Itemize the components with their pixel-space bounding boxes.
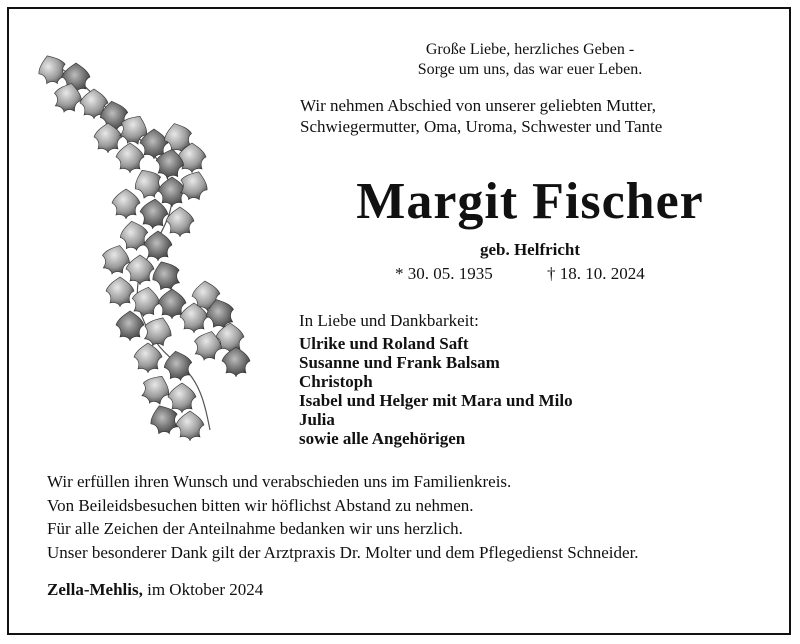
verse-line-1: Große Liebe, herzliches Geben - <box>425 41 635 58</box>
mourner-entry: Ulrike und Roland Saft <box>299 334 469 353</box>
notice-line: Von Beileidsbesuchen bitten wir höflichst Abstand zu nehmen. <box>47 495 474 515</box>
mourners-list <box>299 334 573 448</box>
verse-line-2: Sorge um uns, das war euer Leben. <box>417 61 643 78</box>
deceased-name: Margit Fischer <box>356 173 704 230</box>
death-date: † 18. 10. 2024 <box>547 264 645 283</box>
notice-line: Wir erfüllen ihren Wunsch und verabschieden uns im Familienkreis. <box>47 472 512 491</box>
mourner-entry: Julia <box>299 410 335 429</box>
farewell-text <box>300 95 662 137</box>
birth-date: * 30. 05. 1935 <box>395 264 493 283</box>
mourner-entry: Isabel und Helger mit Mara und Milo <box>299 391 573 410</box>
mourner-entry: Christoph <box>299 372 373 391</box>
farewell-line-1: Wir nehmen Abschied von unserer geliebten Mutter, <box>300 96 657 115</box>
notice-line: Für alle Zeichen der Anteilnahme bedanken wir uns herzlich. <box>47 519 463 538</box>
gratitude-heading: In Liebe und Dankbarkeit: <box>299 311 479 330</box>
notice-date: im Oktober 2024 <box>147 580 264 599</box>
ivy-leaves-illustration <box>30 45 260 445</box>
mourner-entry: sowie alle Angehörigen <box>299 429 466 448</box>
town: Zella-Mehlis, <box>47 580 143 599</box>
place-and-date <box>47 580 263 600</box>
funeral-notice <box>47 470 639 564</box>
verse <box>300 40 760 80</box>
birth-name: geb. Helfricht <box>479 240 581 259</box>
mourner-entry: Susanne und Frank Balsam <box>299 353 500 372</box>
notice-line: Unser besonderer Dank gilt der Arztpraxis Dr. Molter und dem Pflegedienst Schneider. <box>47 542 639 562</box>
farewell-line-2: Schwiegermutter, Oma, Uroma, Schwester und Tante <box>300 117 663 136</box>
